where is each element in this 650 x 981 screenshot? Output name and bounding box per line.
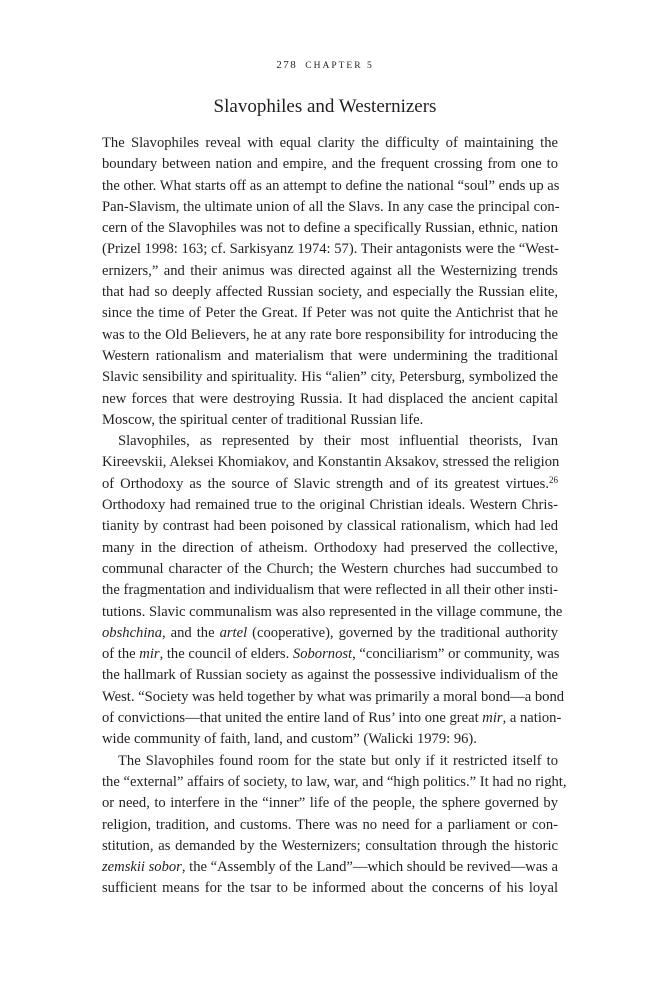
text-line: zemskii sobor, the “Assembly of the Land”—which should be revived—was a xyxy=(102,859,558,876)
page-number: 278 xyxy=(276,59,298,71)
text-line: Slavic sensibility and spirituality. His “alien” city, Petersburg, symbolized the xyxy=(102,369,558,386)
body-text xyxy=(102,133,567,900)
text-line: many in the direction of atheism. Orthodoxy had preserved the collective, xyxy=(102,539,558,556)
text-line: Moscow, the spiritual center of traditional Russian life. xyxy=(102,411,424,428)
text-line: (Prizel 1998: 163; cf. Sarkisyanz 1974: 57). Their antagonists were the “West- xyxy=(102,241,559,258)
text-line: the “external” affairs of society, to law, war, and “high politics.” It had no right, xyxy=(102,773,567,790)
text-line: ernizers,” and their animus was directed against all the Westernizing trends xyxy=(102,262,558,279)
line-text: of Orthodoxy as the source of Slavic strength and of its greatest virtues. xyxy=(102,475,549,492)
text-line: sufficient means for the tsar to be informed about the concerns of his loyal xyxy=(102,880,558,897)
text-line: Orthodoxy had remained true to the original Christian ideals. Western Chris- xyxy=(102,497,558,514)
section-title: Slavophiles and Westernizers xyxy=(213,96,437,117)
text-line: the fragmentation and individualism that were reflected in all their other insti- xyxy=(102,582,558,599)
text-line: Western rationalism and materialism that were undermining the traditional xyxy=(102,347,558,364)
text-line: new forces that were destroying Russia. It had displaced the ancient capital xyxy=(102,390,558,407)
text-line: tutions. Slavic communalism was also represented in the village commune, the xyxy=(102,603,563,620)
text-line: West. “Society was held together by what was primarily a moral bond—a bond xyxy=(102,688,565,705)
text-line: The Slavophiles reveal with equal clarity the difficulty of maintaining the xyxy=(102,135,558,151)
footnote-marker[interactable]: 26 xyxy=(549,474,558,485)
text-line: boundary between nation and empire, and the frequent crossing from one to xyxy=(102,156,558,173)
text-line: The Slavophiles found room for the state but only if it restricted itself to xyxy=(118,752,558,769)
text-line: was to the Old Believers, he at any rate bore responsibility for introducing the xyxy=(102,326,558,343)
text-line: obshchina, and the artel (cooperative), governed by the traditional authority xyxy=(102,624,558,641)
text-line: tianity by contrast had been poisoned by classical rationalism, which had led xyxy=(102,518,558,535)
text-line: religion, tradition, and customs. There was no need for a parliament or con- xyxy=(102,816,558,833)
text-line-with-footnote xyxy=(102,474,558,495)
text-line: wide community of faith, land, and custom” (Walicki 1979: 96). xyxy=(102,731,477,748)
running-head xyxy=(0,59,650,71)
text-line: since the time of Peter the Great. If Peter was not quite the Antichrist that he xyxy=(102,305,558,322)
text-line: Kireevskii, Aleksei Khomiakov, and Konstantin Aksakov, stressed the religion xyxy=(102,454,560,471)
text-line: cern of the Slavophiles was not to define a specifically Russian, ethnic, nation xyxy=(102,220,558,237)
text-line: that had so deeply affected Russian society, and especially the Russian elite, xyxy=(102,284,558,301)
text-line: stitution, as demanded by the Westernizers; consultation through the historic xyxy=(102,837,558,854)
text-line: the other. What starts off as an attempt to define the national “soul” ends up as xyxy=(102,177,560,194)
text-line: or need, to interfere in the “inner” life of the people, the sphere governed by xyxy=(102,795,558,812)
text-line: Pan-Slavism, the ultimate union of all the Slavs. In any case the principal con- xyxy=(102,198,560,215)
text-line: of the mir, the council of elders. Sobornost, “conciliarism” or community, was xyxy=(102,646,560,663)
chapter-label: CHAPTER 5 xyxy=(305,61,374,71)
text-line: Slavophiles, as represented by their most influential theorists, Ivan xyxy=(118,433,558,450)
text-line: of convictions—that united the entire land of Rus’ into one great mir, a nation- xyxy=(102,710,562,727)
text-line: communal character of the Church; the Western churches had succumbed to xyxy=(102,560,558,577)
text-line: the hallmark of Russian society as against the possessive individualism of the xyxy=(102,667,558,684)
